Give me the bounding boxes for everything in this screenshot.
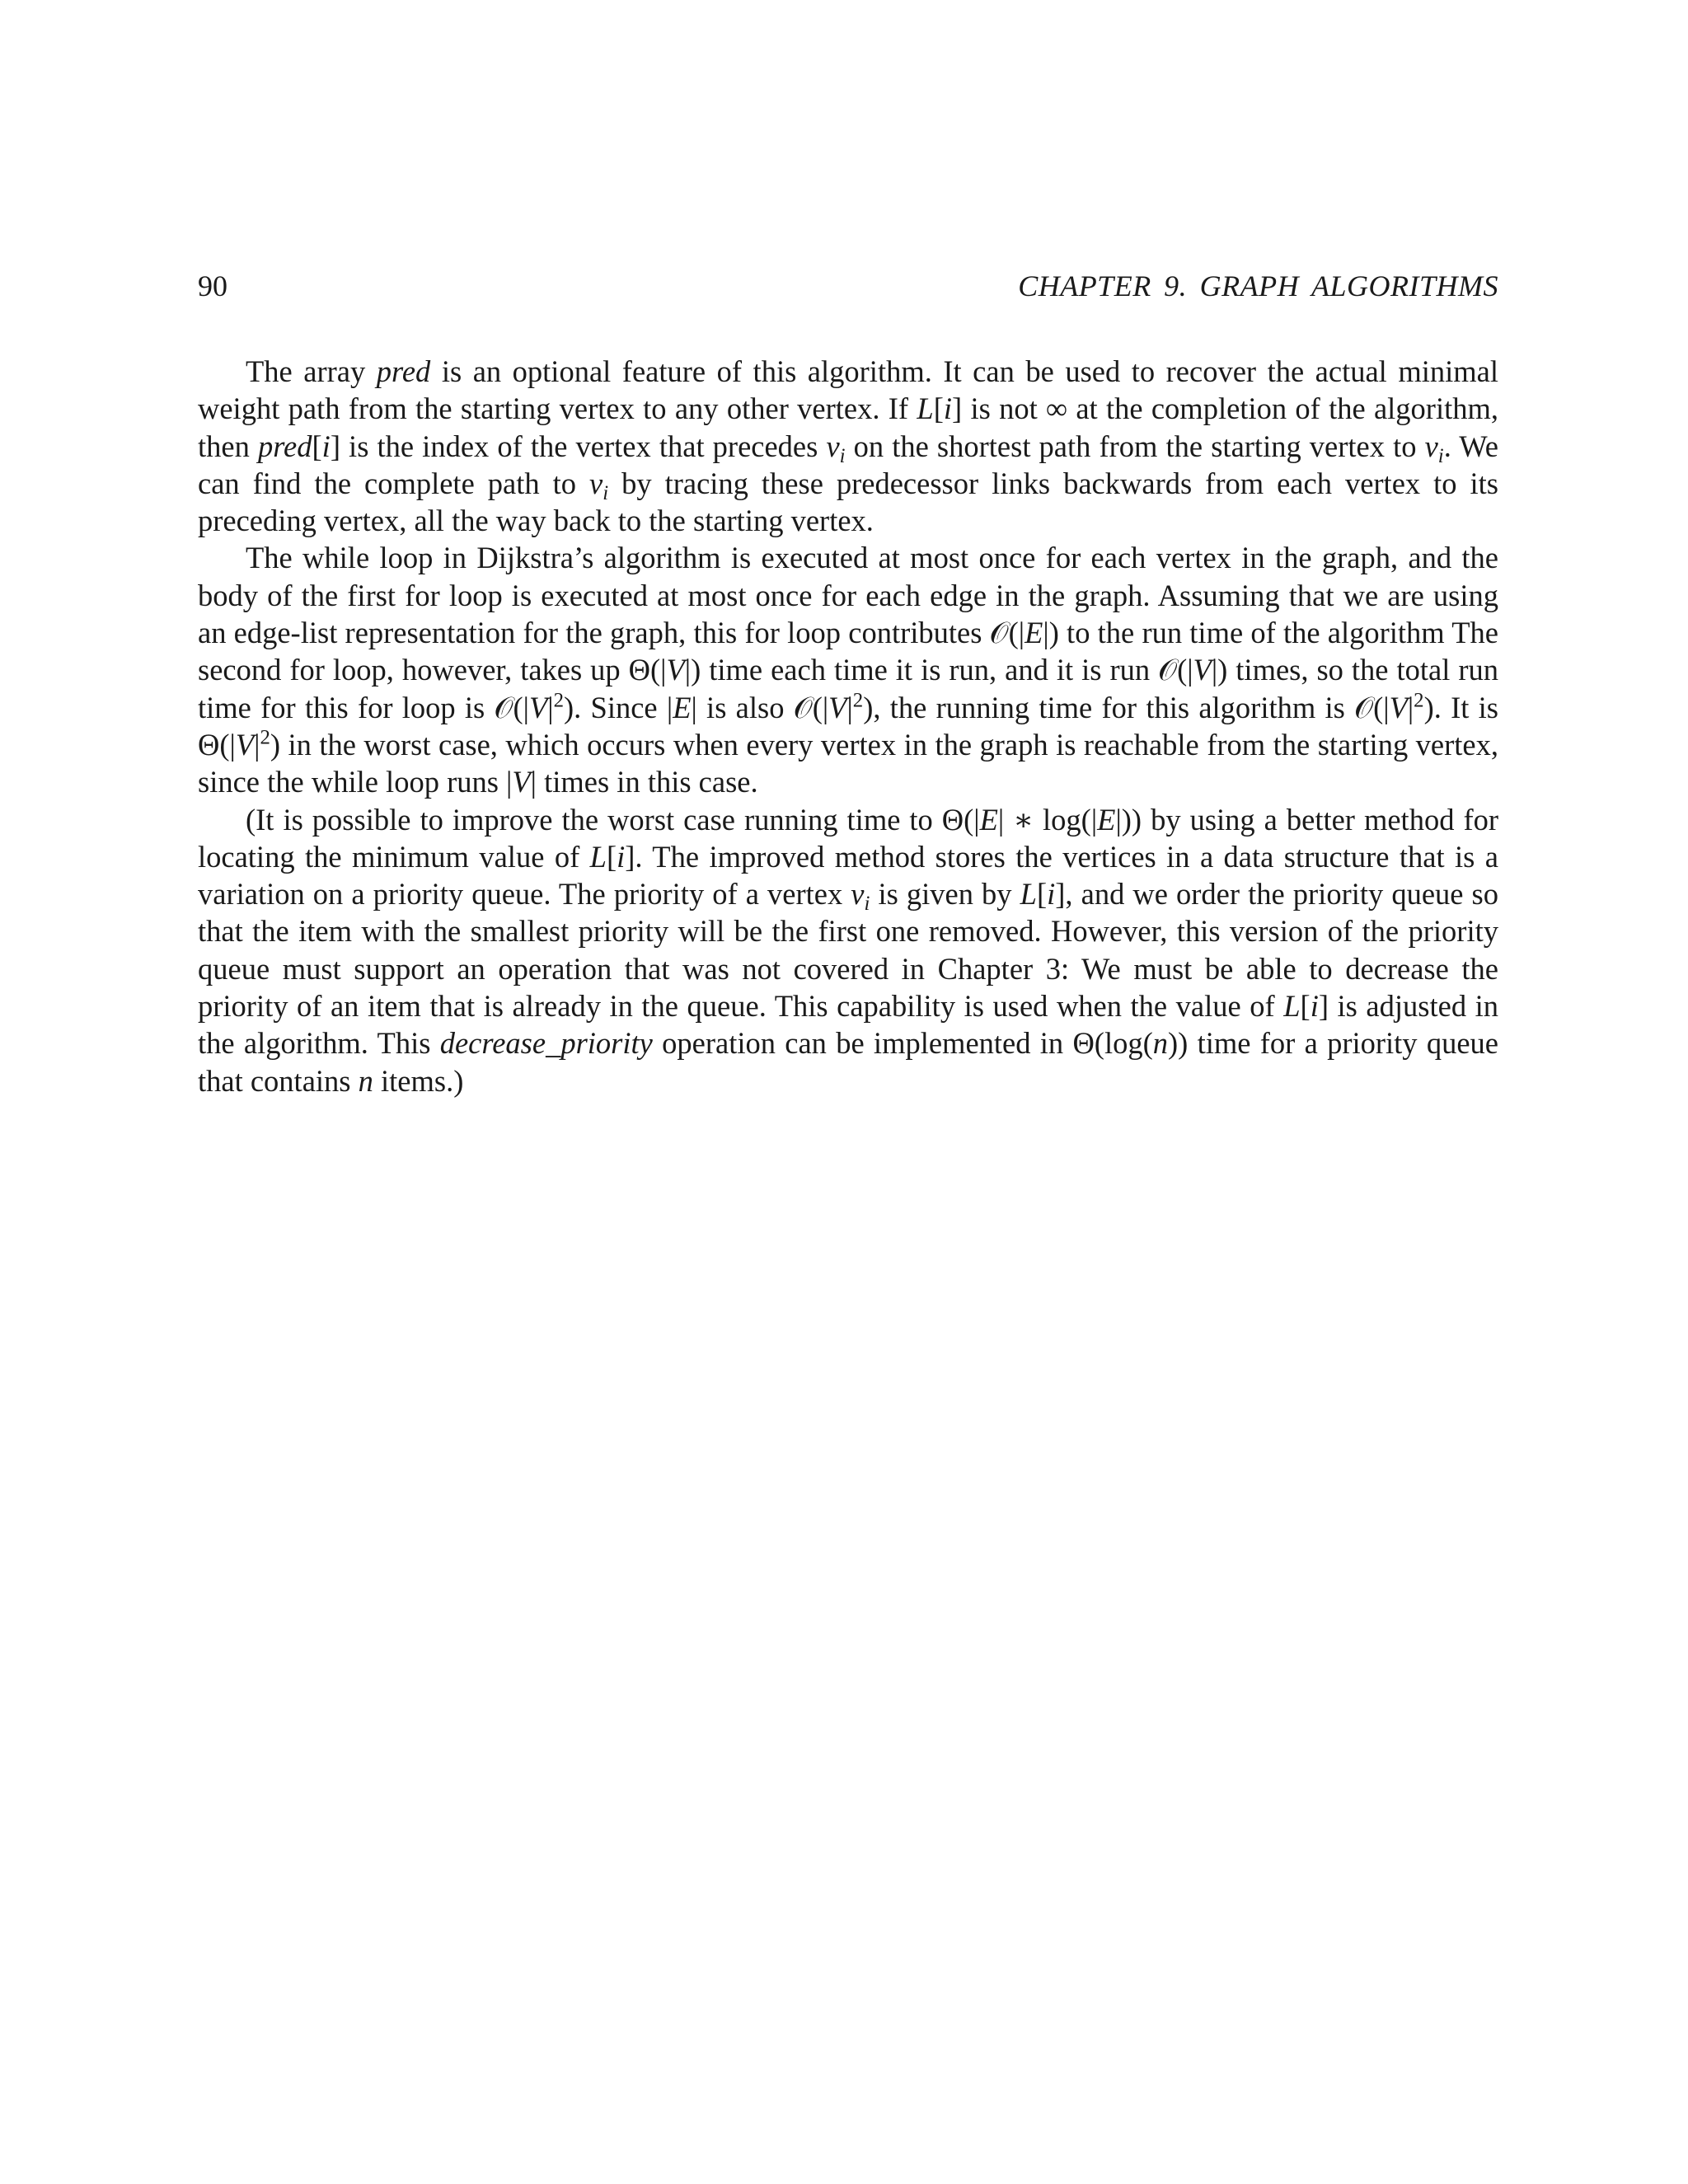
math-subscript: i [864,893,870,916]
text-span: | [846,690,853,724]
math-italic: E [1097,802,1116,837]
math-italic: n [1152,1026,1168,1061]
text-span: ] is the index of the vertex that precedes [330,429,827,463]
text-span: The array [246,354,377,388]
math-italic: v [826,429,840,463]
emphasis-term: decrease_priority [439,1026,653,1061]
math-superscript: 2 [852,689,864,712]
paragraph-pred-array [198,353,1498,539]
text-span: |) to the run time of the algorithm The second for loop, however, takes up Θ(| [198,616,1498,687]
math-superscript: 2 [260,726,270,749]
math-italic: i [943,391,952,426]
text-span: (It is possible to improve the worst case running time to Θ(| [246,802,980,837]
text-span: [ [933,391,944,426]
text-span: [ [1300,989,1311,1024]
math-italic: v [851,877,865,912]
text-span: | [1407,690,1414,724]
page-number: 90 [198,269,227,302]
text-span: ) in the worst case, which occurs when every vertex in the graph is reachable from the starting vertex, since the while loop runs | [198,727,1498,799]
text-span: | times in this case. [530,765,758,799]
text-span: ] is adjusted in the algorithm. This [198,989,1499,1061]
math-subscript: i [603,481,609,504]
math-italic: pred [257,429,312,463]
text-span: is an optional feature of this algorithm. It can be used to recover the actual minimal weight path from the starting vertex to any other vertex. If [198,354,1498,426]
text-span: |) time each time it is run, and it is run 𝒪(| [684,653,1193,687]
text-span: The while loop in Dijkstra’s algorithm is executed at most once for each vertex in the graph, and the body of the first for loop is executed at most once for each edge in the graph. Assuming that we are using an edge-list representation for the graph, this for loop contributes 𝒪(| [198,541,1498,650]
text-span: ], and we order the priority queue so that the item with the smallest priority will be the first one removed. However, this version of the priority queue must support an operation that was not covered in Chapter 3: We must be able to decrease the priority of an item that is already in the queue. This capability is used when the value of [198,877,1499,1024]
text-span: ]. The improved method stores the vertices in a data structure that is a variation on a priority queue. The priority of a vertex [198,839,1498,912]
math-italic: V [1389,690,1408,724]
math-italic: i [321,429,331,463]
page-header [198,265,1498,307]
text-span: ), the running time for this algorithm is 𝒪(| [863,690,1390,724]
text-span: | [254,727,260,762]
math-italic: E [979,802,998,837]
math-italic: L [917,391,934,426]
math-italic: V [828,690,847,724]
math-italic: V [528,690,548,724]
text-span: | is also 𝒪(| [691,690,829,724]
math-italic: E [673,690,692,724]
math-superscript: 2 [1414,689,1424,712]
math-subscript: i [1437,444,1444,467]
math-italic: i [1047,877,1056,912]
math-italic: v [588,466,603,500]
paragraph-running-time [198,539,1498,800]
math-italic: L [589,839,607,874]
text-span: | [547,690,554,724]
math-italic: V [512,765,531,799]
math-italic: pred [376,354,431,388]
text-span: ). It is Θ(| [198,690,1499,762]
text-span: |)) by using a better method for locating the minimum value of [198,802,1499,874]
text-span: on the shortest path from the starting vertex to [845,429,1425,463]
math-italic: L [1020,877,1037,912]
text-span: operation can be implemented in Θ(log( [652,1026,1153,1061]
math-italic: L [1283,989,1301,1024]
text-span: ] is not ∞ at the completion of the algorithm, then [198,391,1498,463]
body-text [198,353,1498,1099]
text-span: . We can find the complete path to [198,429,1498,500]
text-span: by tracing these predecessor links backwards from each vertex to its preceding vertex, all the way back to the starting vertex. [198,466,1498,538]
running-head: CHAPTER 9. GRAPH ALGORITHMS [1018,269,1498,302]
math-italic: i [617,839,626,874]
text-span: items.) [373,1063,464,1098]
text-span: [ [606,839,617,874]
text-span: |) times, so the total run time for this for loop is 𝒪(| [198,653,1499,724]
text-span: [ [1036,877,1048,912]
text-span: | ∗ log(| [997,802,1098,837]
text-span: [ [312,429,322,463]
text-span: ). Since | [563,690,673,724]
math-italic: n [358,1063,373,1098]
text-span: is given by [870,877,1020,912]
math-italic: E [1025,616,1043,650]
math-superscript: 2 [553,689,564,712]
math-subscript: i [839,444,846,467]
math-italic: v [1424,429,1438,463]
math-italic: V [235,727,255,762]
paragraph-priority-queue [198,801,1498,1099]
math-italic: V [666,653,685,687]
math-italic: V [1193,653,1212,687]
text-span: )) time for a priority queue that contains [198,1026,1498,1098]
math-italic: i [1310,989,1319,1024]
